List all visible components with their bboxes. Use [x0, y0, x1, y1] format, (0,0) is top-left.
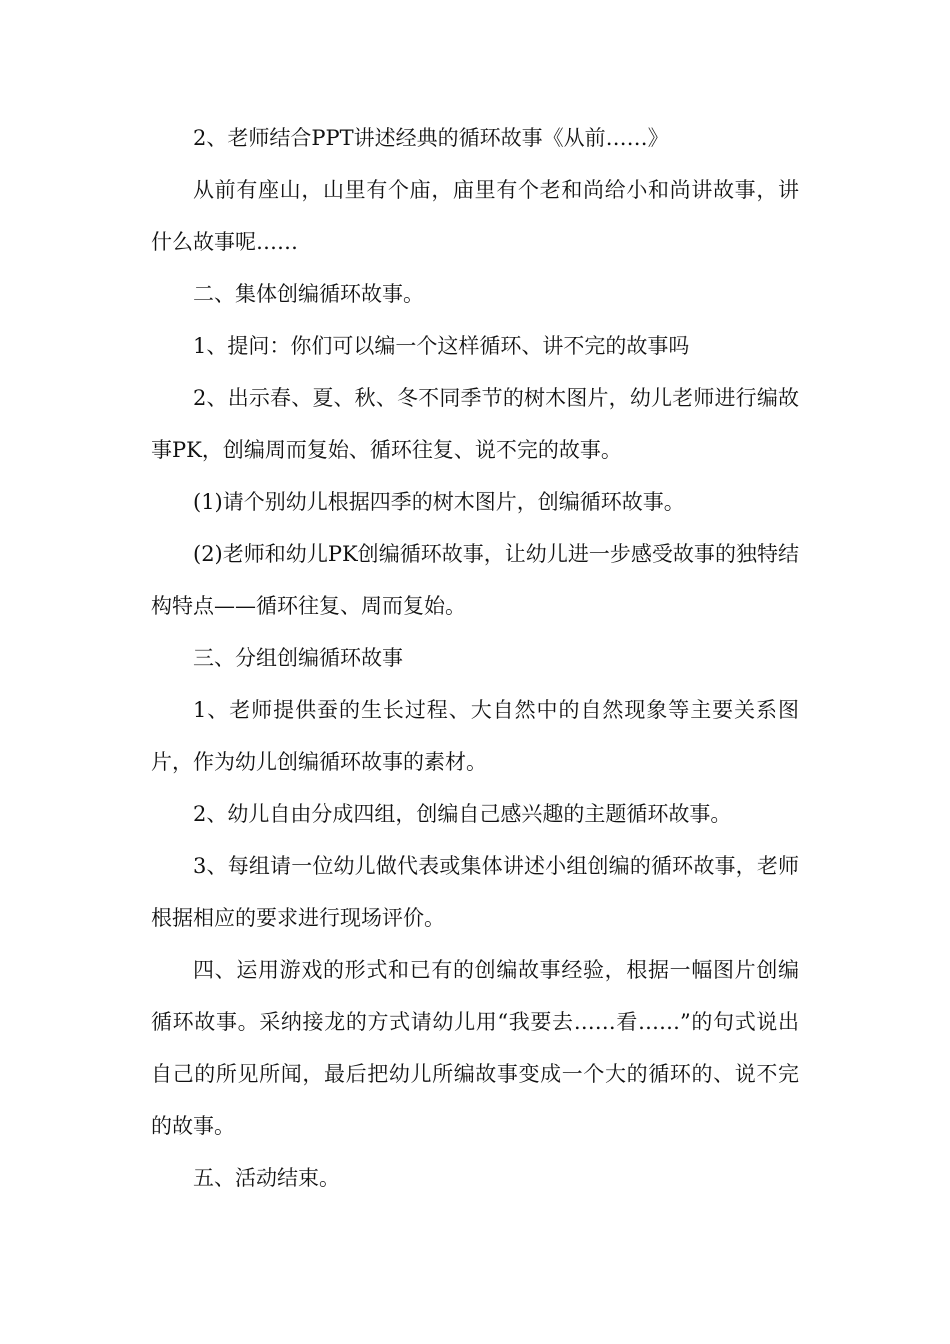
section-heading: 三、分组创编循环故事 [193, 646, 403, 670]
paragraph: 从前有座山，山里有个庙，庙里有个老和尚给小和尚讲故事，讲什么故事呢…… [151, 178, 799, 254]
paragraph: 2、老师结合PPT讲述经典的循环故事《从前……》 [193, 126, 669, 150]
paragraph: 2、出示春、夏、秋、冬不同季节的树木图片，幼儿老师进行编故事PK，创编周而复始、循环往复、说不完的故事。 [151, 386, 799, 462]
paragraph: 2、幼儿自由分成四组，创编自己感兴趣的主题循环故事。 [193, 802, 732, 826]
document-body [151, 112, 799, 1204]
paragraph: (2)老师和幼儿PK创编循环故事，让幼儿进一步感受故事的独特结构特点——循环往复、周而复始。 [151, 542, 799, 618]
section-heading: 四、运用游戏的形式和已有的创编故事经验，根据一幅图片创编循环故事。采纳接龙的方式请幼儿用“我要去……看……”的句式说出自己的所见所闻，最后把幼儿所编故事变成一个大的循环的、说不完的故事。 [151, 958, 799, 1138]
paragraph: 1、老师提供蚕的生长过程、大自然中的自然现象等主要关系图片，作为幼儿创编循环故事的素材。 [151, 698, 799, 774]
paragraph: 3、每组请一位幼儿做代表或集体讲述小组创编的循环故事，老师根据相应的要求进行现场评价。 [151, 854, 799, 930]
section-heading: 五、活动结束。 [193, 1166, 340, 1190]
paragraph: (1)请个别幼儿根据四季的树木图片，创编循环故事。 [193, 490, 685, 514]
paragraph: 1、提问：你们可以编一个这样循环、讲不完的故事吗 [193, 334, 690, 358]
section-heading: 二、集体创编循环故事。 [193, 282, 424, 306]
